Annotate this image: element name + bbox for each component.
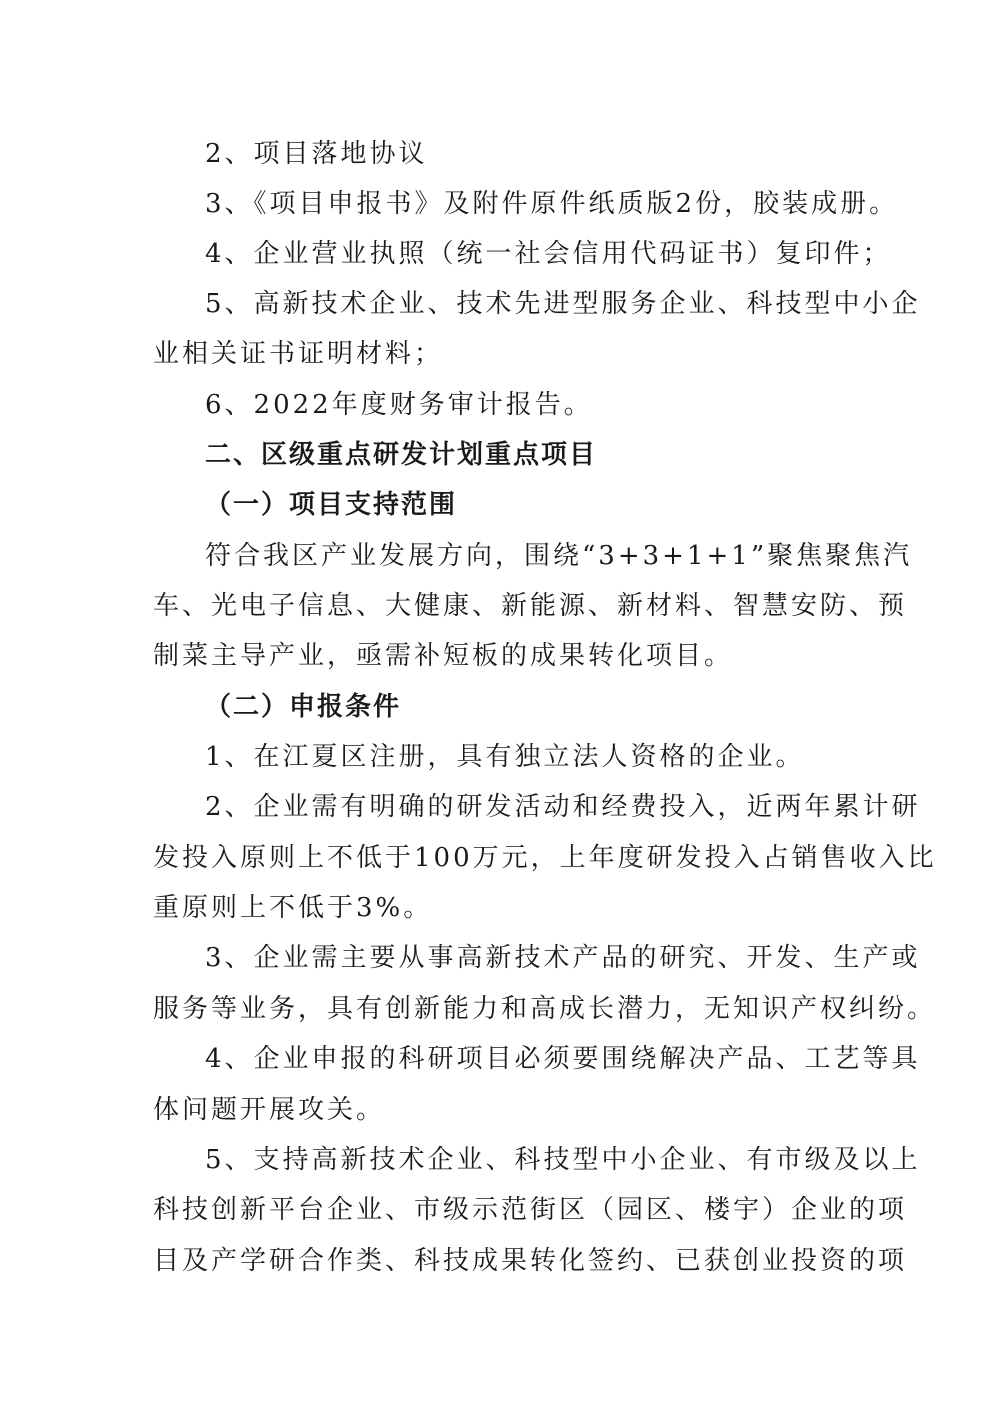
condition-1: 1、在江夏区注册，具有独立法人资格的企业。: [205, 742, 805, 772]
condition-5-line2: 科技创新平台企业、市级示范街区（园区、楼宇）企业的项: [153, 1195, 908, 1225]
condition-3-line2: 服务等业务，具有创新能力和高成长潜力，无知识产权纠纷。: [153, 994, 937, 1024]
condition-5-line1: 5、支持高新技术企业、科技型中小企业、有市级及以上: [205, 1145, 921, 1175]
item-5-certificates-line1: 5、高新技术企业、技术先进型服务企业、科技型中小企: [205, 289, 921, 319]
item-5-certificates-line2: 业相关证书证明材料；: [153, 339, 444, 369]
condition-5-line3: 目及产学研合作类、科技成果转化签约、已获创业投资的项: [153, 1246, 908, 1276]
condition-2-line2: 发投入原则上不低于100万元，上年度研发投入占销售收入比: [153, 843, 937, 873]
item-6-audit-report: 6、2022年度财务审计报告。: [205, 390, 593, 420]
condition-3-line1: 3、企业需主要从事高新技术产品的研究、开发、生产或: [205, 943, 921, 973]
condition-2-line1: 2、企业需有明确的研发活动和经费投入，近两年累计研: [205, 792, 921, 822]
subsection-heading-scope: （一）项目支持范围: [205, 490, 458, 520]
section-heading-2: 二、区级重点研发计划重点项目: [205, 440, 598, 470]
subsection-heading-conditions: （二）申报条件: [205, 692, 402, 722]
item-4-business-license: 4、企业营业执照（统一社会信用代码证书）复印件；: [205, 239, 892, 269]
item-3-application-book: 3、《项目申报书》及附件原件纸质版2份，胶装成册。: [205, 189, 899, 219]
item-2-agreement: 2、项目落地协议: [205, 139, 428, 169]
scope-paragraph-line1: 符合我区产业发展方向，围绕“3+3+1+1”聚焦聚焦汽: [205, 541, 913, 571]
condition-2-line3: 重原则上不低于3%。: [153, 893, 433, 923]
scope-paragraph-line3: 制菜主导产业，亟需补短板的成果转化项目。: [153, 641, 734, 671]
condition-4-line2: 体问题开展攻关。: [153, 1095, 386, 1125]
condition-4-line1: 4、企业申报的科研项目必须要围绕解决产品、工艺等具: [205, 1044, 921, 1074]
scope-paragraph-line2: 车、光电子信息、大健康、新能源、新材料、智慧安防、预: [153, 591, 908, 621]
